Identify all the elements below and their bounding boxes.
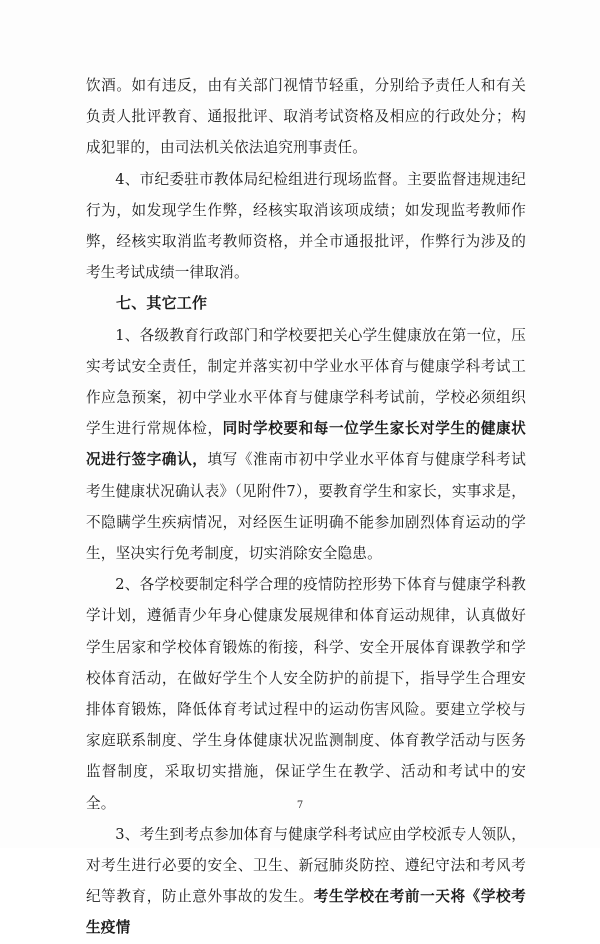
paragraph-exam-escort — [86, 819, 526, 944]
health-safety-text-a: 1、各级教育行政部门和学校要把关心学生健康放在第一位，压实考试安全责任，制定并落实初中学业水平体育与健康学科考试工作应急预案，初中学业水平体育与健康学科考试前，学校必须组织学生进行常规体检， — [86, 326, 526, 438]
paragraph-supervision: 4、市纪委驻市教体局纪检组进行现场监督。主要监督违规违纪行为，如发现学生作弊，经核实取消该项成绩；如发现监考教师作弊，经核实取消监考教师资格，并全市通报批评，作弊行为涉及的考生考试成绩一律取消。 — [86, 170, 526, 282]
section-heading-other-work: 七、其它工作 — [116, 294, 208, 313]
paragraph-penalty-continuation: 饮酒。如有违反，由有关部门视情节轻重，分别给予责任人和有关负责人批评教育、通报批评、取消考试资格及相应的行政处分；构成犯罪的，由司法机关依法追究刑事责任。 — [86, 77, 526, 157]
health-safety-text-b: 填写《淮南市初中学业水平体育与健康学科考试考生健康状况确认表》（见附件7），要教育学生和家长，实事求是，不隐瞒学生疾病情况，对经医生证明确不能参加剧烈体育运动的学生，坚决实行免考制度，切实消除安全隐患。 — [86, 451, 527, 563]
paragraph-health-safety — [86, 320, 526, 570]
health-safety-bold-text: 同时学校要和每一位学生家长对学生的健康状况进行签字确认， — [86, 420, 526, 469]
exam-escort-bold-text: 考生学校在考前一天将《学校考生疫情 — [86, 888, 526, 937]
paragraph-teaching-plan: 2、各学校要制定科学合理的疫情防控形势下体育与健康学科教学计划，遵循青少年身心健康发展规律和体育运动规律，认真做好学生居家和学校体育锻炼的衔接，科学、安全开展体育课教学和学校体育活动，在做好学生个人安全防护的前提下，指导学生合理安排体育锻炼，降低体育考试过程中的运动伤害风险。要建立学校与家庭联系制度、学生身体健康状况监测制度、体育教学活动与医务监督制度，采取切实措施，保证学生在教学、活动和考试中的安全。 — [86, 576, 526, 812]
exam-escort-text-a: 3、考生到考点参加体育与健康学科考试应由学校派专人领队，对考生进行必要的安全、卫生、新冠肺炎防控、遵纪守法和考风考纪等教育，防止意外事故的发生。 — [86, 825, 526, 906]
page-number: 7 — [296, 800, 304, 811]
body-text — [86, 70, 526, 944]
